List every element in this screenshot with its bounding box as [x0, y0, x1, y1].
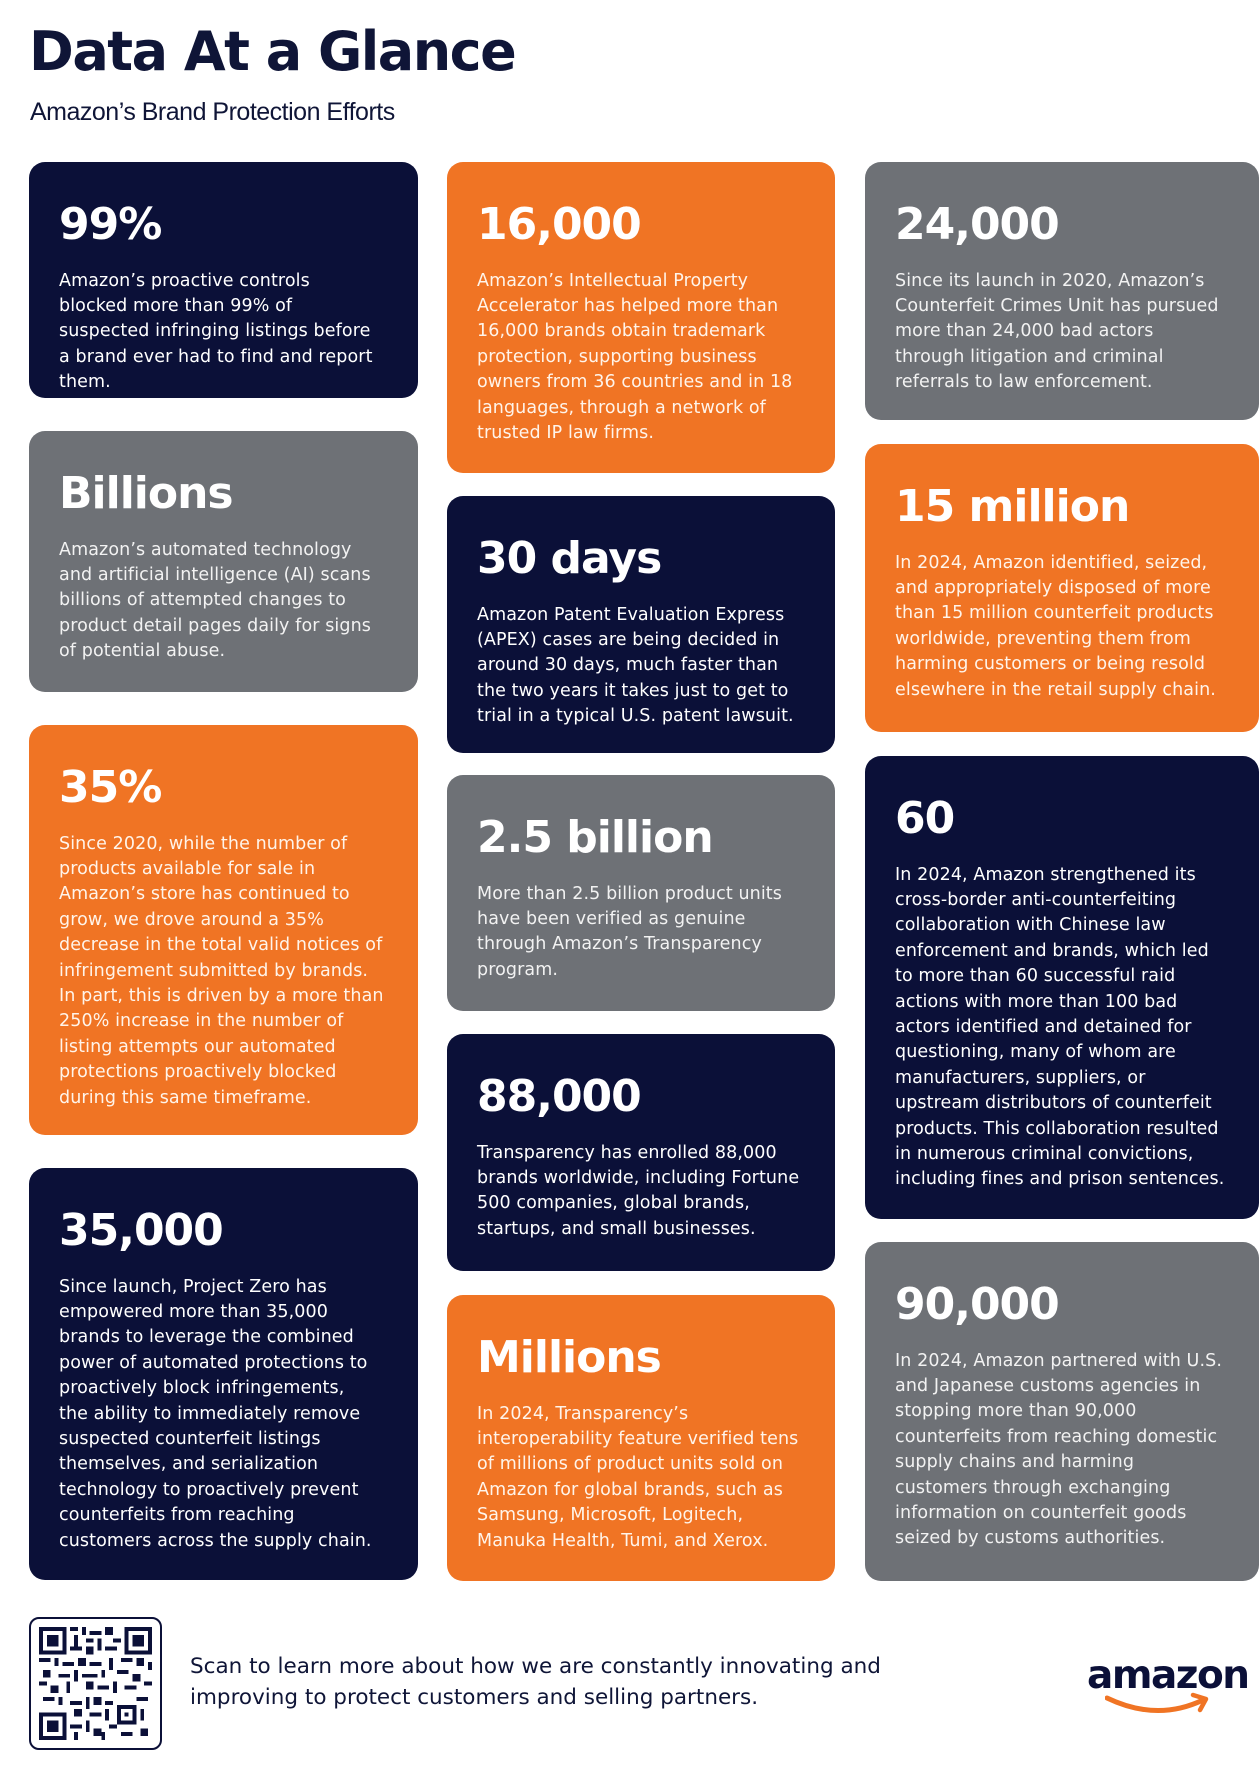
footer-call-to-action: Scan to learn more about how we are constantly innovating and improving to protect customers and selling partners.	[190, 1654, 881, 1710]
stat-value: 88,000	[477, 1071, 641, 1122]
stat-value: 15 million	[895, 481, 1130, 532]
stat-card-millions	[447, 1295, 835, 1581]
stat-card-90000	[865, 1242, 1259, 1581]
amazon-smile-icon	[1105, 1692, 1215, 1716]
qr-code-icon[interactable]	[29, 1617, 162, 1750]
stat-description: Transparency has enrolled 88,000 brands worldwide, including Fortune 500 companies, global brands, startups, and small businesses.	[477, 1142, 800, 1239]
stat-card-2-5-billion	[447, 775, 835, 1011]
page-subtitle: Amazon’s Brand Protection Efforts	[30, 98, 395, 126]
stat-description: Since launch, Project Zero has empowered more than 35,000 brands to leverage the combined power of automated protections to proactively block infringements, the ability to immediately remove suspected counterfeit listings themselves, and serialization technology to proactively prevent counterfeits from reaching customers across the supply chain.	[59, 1276, 372, 1551]
stat-value: Millions	[477, 1332, 661, 1383]
stat-description: Since its launch in 2020, Amazon’s Counterfeit Crimes Unit has pursued more than 24,000 bad actors through litigation and criminal referrals to law enforcement.	[895, 270, 1219, 393]
stat-value: 99%	[59, 199, 162, 250]
stat-description: Amazon Patent Evaluation Express (APEX) cases are being decided in around 30 days, much faster than the two years it takes just to get to trial in a typical U.S. patent lawsuit.	[477, 604, 794, 727]
stat-description: In 2024, Amazon partnered with U.S. and Japanese customs agencies in stopping more than 90,000 counterfeits from reaching domestic supply chains and harming customers through exchanging information on counterfeit goods seized by customs authorities.	[895, 1350, 1222, 1549]
stat-value: 90,000	[895, 1279, 1059, 1330]
stat-card-15-million	[865, 444, 1259, 732]
stat-description: In 2024, Amazon identified, seized, and appropriately disposed of more than 15 million counterfeit products worldwide, preventing them from harming customers or being resold elsewhere in the retail supply chain.	[895, 552, 1216, 700]
stat-value: 30 days	[477, 533, 662, 584]
stat-card-billions	[29, 431, 418, 692]
stat-card-60	[865, 756, 1259, 1219]
amazon-logo	[1087, 1653, 1257, 1728]
stat-card-35000	[29, 1168, 418, 1580]
stat-description: In 2024, Transparency’s interoperability feature verified tens of millions of product units sold on Amazon for global brands, such as Samsung, Microsoft, Logitech, Manuka Health, Tumi, and Xerox.	[477, 1403, 799, 1551]
stat-value: 16,000	[477, 199, 641, 250]
stat-description: Amazon’s proactive controls blocked more than 99% of suspected infringing listings before a brand ever had to find and report them.	[59, 270, 373, 393]
amazon-logo-text: amazon	[1087, 1653, 1249, 1698]
qr-code-graphic	[39, 1627, 152, 1740]
stat-card-88000	[447, 1034, 835, 1271]
stat-value: 60	[895, 793, 955, 844]
stat-card-24000	[865, 162, 1259, 420]
stat-description: In 2024, Amazon strengthened its cross-border anti-counterfeiting collaboration with Chinese law enforcement and brands, which led to more than 60 successful raid actions with more than 100 bad actors identified and detained for questioning, many of whom are manufacturers, suppliers, or upstream distributors of counterfeit products. This collaboration resulted in numerous criminal convictions, including fines and prison sentences.	[895, 864, 1225, 1190]
stat-description: Amazon’s automated technology and artificial intelligence (AI) scans billions of attempted changes to product detail pages daily for signs of potential abuse.	[59, 539, 372, 662]
stat-card-30-days	[447, 496, 835, 753]
stat-description: Since 2020, while the number of products available for sale in Amazon’s store has continued to grow, we drove around a 35% decrease in the total valid notices of infringement submitted by brands. In part, this is driven by a more than 250% increase in the number of listing attempts our automated protections proactively blocked during this same timeframe.	[59, 833, 384, 1108]
stat-card-16000	[447, 162, 835, 473]
page-title: Data At a Glance	[29, 20, 516, 83]
stat-description: Amazon’s Intellectual Property Accelerator has helped more than 16,000 brands obtain trademark protection, supporting business owners from 36 countries and in 18 languages, through a network of trusted IP law firms.	[477, 270, 793, 444]
stat-value: 24,000	[895, 199, 1059, 250]
stat-card-99-percent	[29, 162, 418, 398]
stat-value: 35,000	[59, 1205, 223, 1256]
stat-value: 35%	[59, 762, 162, 813]
stat-value: Billions	[59, 468, 233, 519]
stat-description: More than 2.5 billion product units have been verified as genuine through Amazon’s Transparency program.	[477, 883, 782, 980]
stat-card-35-percent	[29, 725, 418, 1135]
stat-value: 2.5 billion	[477, 812, 713, 863]
